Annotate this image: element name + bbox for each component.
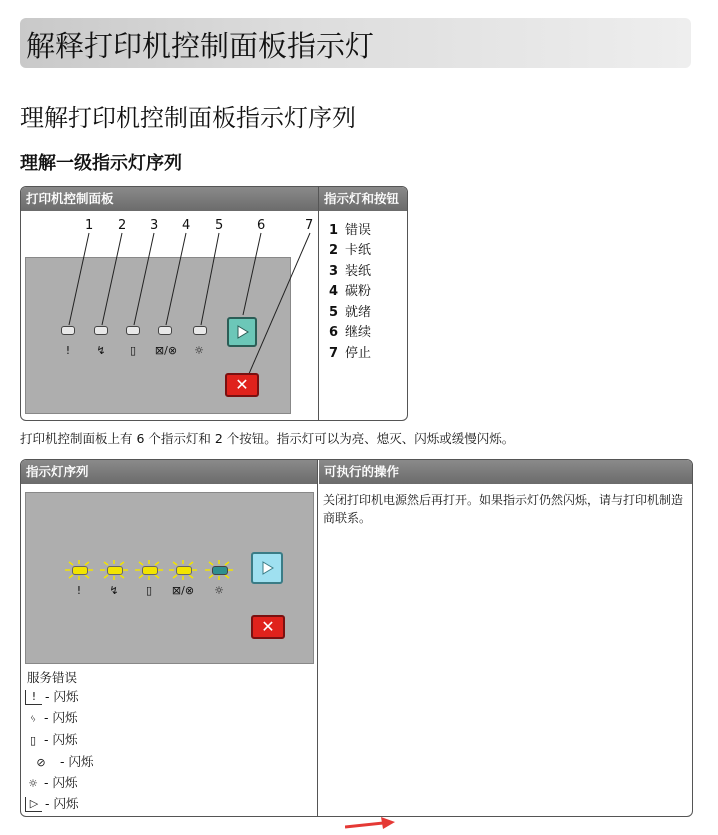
stop-button[interactable]: ✕	[225, 373, 259, 397]
callout-3: 3	[150, 218, 159, 233]
sequence-col-header: 指示灯序列	[21, 460, 318, 484]
seq-led-paper-jam	[107, 566, 123, 575]
callout-2: 2	[118, 218, 127, 233]
callout-lines	[21, 187, 318, 420]
led-paper-jam	[94, 326, 108, 335]
callout-6: 6	[257, 218, 266, 233]
seq-row-paper-jam: ᛃ - 闪烁	[25, 709, 77, 727]
seq-row-load-paper: ▯ - 闪烁	[25, 731, 77, 749]
legend-item-6: 6 继续	[329, 325, 372, 340]
led-ready	[193, 326, 207, 335]
legend-item-1: 1 错误	[329, 223, 372, 238]
seq-led-toner	[176, 566, 192, 575]
seq-led-ready	[212, 566, 228, 575]
seq-error-icon: !	[76, 584, 82, 597]
error-icon: !	[25, 690, 42, 705]
legend-item-3: 3 装纸	[329, 264, 372, 279]
continue-icon: ▷	[25, 797, 42, 812]
subsection-title: 理解一级指示灯序列	[20, 153, 182, 174]
action-col-header: 可执行的操作	[319, 460, 692, 484]
page-title-bar	[20, 18, 691, 68]
seq-continue-button[interactable]	[251, 552, 283, 584]
seq-ready-icon: ☼	[214, 584, 224, 597]
seq-row-continue: ▷ - 闪烁	[25, 795, 78, 813]
error-icon: !	[65, 344, 71, 357]
seq-paper-jam-icon: ↯	[109, 584, 119, 597]
legend-item-4: 4 碳粉	[329, 284, 372, 299]
load-paper-icon: ▯	[129, 344, 137, 357]
sequence-table	[20, 459, 693, 817]
legend-col-header: 指示灯和按钮	[319, 187, 407, 211]
page-title: 解释打印机控制面板指示灯	[26, 29, 375, 63]
ready-icon: ☼	[194, 344, 204, 357]
seq-stop-button[interactable]: ✕	[251, 615, 285, 639]
seq-row-toner: ⊘ - 闪烁	[25, 753, 93, 771]
callout-5: 5	[215, 218, 224, 233]
legend-item-5: 5 就绪	[329, 305, 372, 320]
callout-4: 4	[182, 218, 191, 233]
seq-led-load-paper	[142, 566, 158, 575]
action-text: 关闭打印机电源然后再打开。如果指示灯仍然闪烁，请与打印机制造商联系。	[323, 493, 684, 525]
panel-table	[20, 186, 408, 421]
section-title: 理解打印机控制面板指示灯序列	[20, 104, 356, 132]
seq-load-paper-icon: ▯	[145, 584, 153, 597]
paper-jam-icon: ↯	[96, 344, 106, 357]
description-text: 打印机控制面板上有 6 个指示灯和 2 个按钮。指示灯可以为亮、熄灭、闪烁或缓慢闪烁。	[20, 431, 515, 446]
toner-icon: ⊠/⊗	[154, 344, 178, 357]
legend-item-7: 7 停止	[329, 346, 372, 361]
next-page-arrow-icon	[345, 817, 397, 831]
callout-7: 7	[305, 218, 314, 233]
callout-1: 1	[85, 218, 94, 233]
toner-icon: ⊘	[36, 755, 46, 769]
seq-row-ready: ☼ - 闪烁	[25, 774, 77, 792]
load-paper-icon: ▯	[29, 733, 37, 747]
seq-led-error	[72, 566, 88, 575]
ready-icon: ☼	[28, 776, 38, 790]
led-load-paper	[126, 326, 140, 335]
continue-button[interactable]	[227, 317, 257, 347]
panel-col-header: 打印机控制面板	[21, 187, 318, 211]
paper-jam-icon: ᛃ	[29, 711, 37, 725]
seq-row-error: ! - 闪烁	[25, 688, 78, 706]
led-error	[61, 326, 75, 335]
legend-item-2: 2 卡纸	[329, 243, 372, 258]
led-toner	[158, 326, 172, 335]
sequence-title: 服务错误	[27, 670, 78, 685]
seq-toner-icon: ⊠/⊗	[171, 584, 195, 597]
